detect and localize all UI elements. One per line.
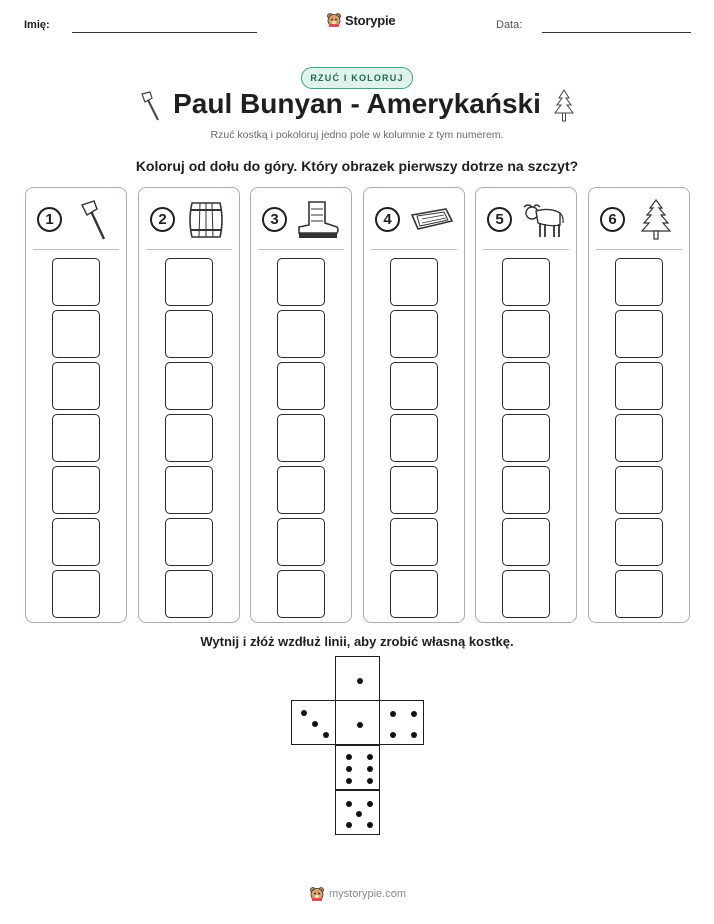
column-number: 3: [262, 207, 287, 232]
dice-pip: [356, 811, 362, 817]
column-6: [588, 187, 690, 623]
coloring-cell[interactable]: [165, 362, 213, 410]
dice-face: [335, 656, 380, 701]
dice-pip: [301, 710, 307, 716]
column-1: [25, 187, 127, 623]
coloring-cell[interactable]: [502, 310, 550, 358]
coloring-cell[interactable]: [615, 518, 663, 566]
roll-color-badge: RZUĆ I KOLORUJ: [301, 67, 413, 89]
coloring-cell[interactable]: [390, 258, 438, 306]
coloring-cell[interactable]: [277, 414, 325, 462]
coloring-cell[interactable]: [52, 570, 100, 618]
dice-pip: [357, 678, 363, 684]
name-line[interactable]: [72, 32, 257, 33]
coloring-cell[interactable]: [390, 362, 438, 410]
dice-pip: [346, 822, 352, 828]
dice-pip: [323, 732, 329, 738]
column-number: 1: [37, 207, 62, 232]
dice-pip: [367, 801, 373, 807]
footer: [309, 886, 406, 902]
dice-face: [335, 745, 380, 790]
dice-pip: [367, 778, 373, 784]
storypie-logo: [326, 12, 395, 28]
coloring-cell[interactable]: [277, 518, 325, 566]
coloring-cell[interactable]: [502, 414, 550, 462]
coloring-cell[interactable]: [502, 362, 550, 410]
coloring-cell[interactable]: [52, 310, 100, 358]
footer-url: mystorypie.com: [329, 888, 407, 900]
coloring-cell[interactable]: [277, 258, 325, 306]
column-number: 6: [600, 207, 625, 232]
dice-face: [335, 700, 380, 745]
coloring-cell[interactable]: [502, 570, 550, 618]
column-4: [363, 187, 465, 623]
coloring-cell[interactable]: [165, 518, 213, 566]
coloring-cell[interactable]: [615, 310, 663, 358]
column-number: 4: [375, 207, 400, 232]
date-line[interactable]: [542, 32, 691, 33]
coloring-cell[interactable]: [165, 570, 213, 618]
dice-pip: [312, 721, 318, 727]
dice-pip: [346, 766, 352, 772]
coloring-cell[interactable]: [277, 570, 325, 618]
name-label: Imię:: [24, 19, 50, 31]
dice-face: [379, 700, 424, 745]
barrel-icon: [183, 199, 229, 241]
coloring-cell[interactable]: [615, 258, 663, 306]
dice-pip: [411, 711, 417, 717]
coloring-cell[interactable]: [165, 310, 213, 358]
dice-pip: [390, 711, 396, 717]
coloring-cell[interactable]: [277, 466, 325, 514]
divider: [483, 249, 569, 250]
instruction: Koloruj od dołu do góry. Który obrazek pierwszy dotrze na szczyt?: [135, 158, 579, 174]
divider: [146, 249, 232, 250]
coloring-cell[interactable]: [390, 518, 438, 566]
bear-icon: [326, 12, 342, 28]
coloring-cell[interactable]: [52, 466, 100, 514]
dice-pip: [346, 801, 352, 807]
coloring-cell[interactable]: [52, 518, 100, 566]
coloring-cell[interactable]: [52, 258, 100, 306]
coloring-cell[interactable]: [52, 362, 100, 410]
coloring-cell[interactable]: [615, 362, 663, 410]
column-3: [250, 187, 352, 623]
subtitle: Rzuć kostką i pokoloruj jedno pole w kolumnie z tym numerem.: [210, 129, 504, 141]
dice-pip: [411, 732, 417, 738]
coloring-cell[interactable]: [277, 362, 325, 410]
ox-icon: [520, 199, 566, 241]
boot-icon: [295, 199, 341, 241]
dice-pip: [390, 732, 396, 738]
coloring-cell[interactable]: [165, 258, 213, 306]
coloring-cell[interactable]: [502, 258, 550, 306]
coloring-cell[interactable]: [165, 414, 213, 462]
dice-pip: [346, 754, 352, 760]
coloring-cell[interactable]: [502, 518, 550, 566]
divider: [596, 249, 682, 250]
coloring-cell[interactable]: [390, 466, 438, 514]
dice-pip: [346, 778, 352, 784]
dice-pip: [367, 822, 373, 828]
divider: [371, 249, 457, 250]
coloring-cell[interactable]: [502, 466, 550, 514]
coloring-cell[interactable]: [390, 310, 438, 358]
divider: [33, 249, 119, 250]
column-2: [138, 187, 240, 623]
logo-text: Storypie: [345, 12, 396, 28]
column-5: [475, 187, 577, 623]
date-label: Data:: [496, 19, 523, 31]
column-number: 5: [487, 207, 512, 232]
page-title: Paul Bunyan - Amerykański: [173, 88, 541, 119]
pine-tree-icon: [633, 199, 679, 241]
coloring-cell[interactable]: [277, 310, 325, 358]
coloring-cell[interactable]: [52, 414, 100, 462]
coloring-cell[interactable]: [165, 466, 213, 514]
coloring-cell[interactable]: [615, 414, 663, 462]
coloring-cell[interactable]: [615, 466, 663, 514]
coloring-cell[interactable]: [390, 570, 438, 618]
dice-pip: [367, 754, 373, 760]
coloring-cell[interactable]: [390, 414, 438, 462]
bear-icon: [309, 886, 325, 902]
dice-pip: [357, 722, 363, 728]
cut-instruction: Wytnij i złóż wzdłuż linii, aby zrobić własną kostkę.: [200, 634, 514, 649]
pine-tree-icon: [552, 88, 576, 124]
dice-pip: [367, 766, 373, 772]
dice-face: [335, 790, 380, 835]
column-number: 2: [150, 207, 175, 232]
axe-icon: [70, 199, 116, 241]
divider: [258, 249, 344, 250]
pan-icon: [408, 199, 454, 241]
dice-face: [291, 700, 336, 745]
coloring-cell[interactable]: [615, 570, 663, 618]
